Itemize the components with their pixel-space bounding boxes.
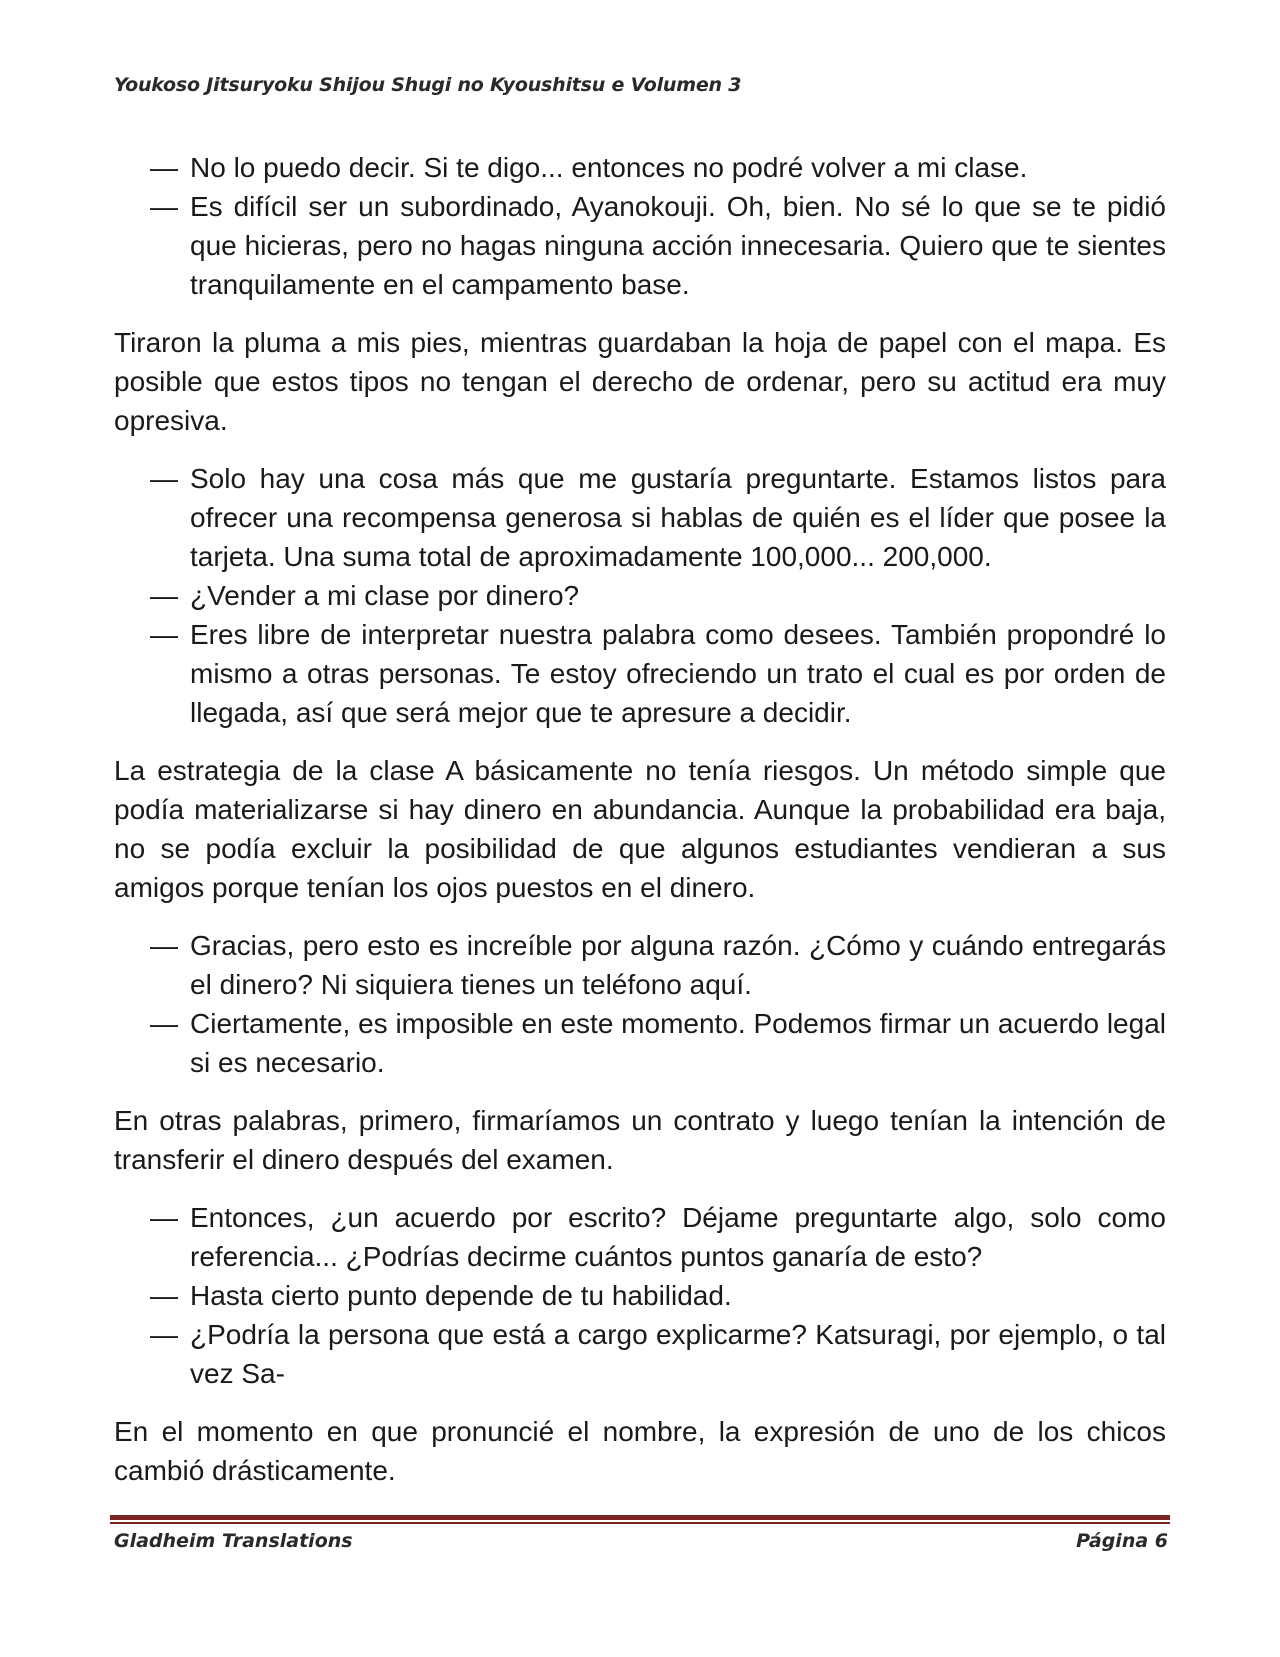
dialog-block-4 bbox=[114, 1198, 1166, 1393]
dialog-line bbox=[114, 187, 1166, 304]
narrative-paragraph: La estrategia de la clase A básicamente no tenía riesgos. Un método simple que podía materializarse si hay dinero en abundancia. Aunque la probabilidad era baja, no se podía excluir la posibilidad de que algunos estudiantes vendieran a sus amigos porque tenían los ojos puestos en el dinero. bbox=[114, 755, 1166, 903]
page-body bbox=[114, 148, 1166, 1509]
narrative-paragraph: Tiraron la pluma a mis pies, mientras guardaban la hoja de papel con el mapa. Es posible que estos tipos no tengan el derecho de ordenar, pero su actitud era muy opresiva. bbox=[114, 327, 1166, 436]
dialog-line bbox=[114, 1198, 1166, 1276]
dialog-line bbox=[114, 615, 1166, 732]
em-dash: — bbox=[150, 619, 178, 650]
footer-rule-thick bbox=[110, 1515, 1170, 1520]
em-dash: — bbox=[150, 580, 178, 611]
dialog-line bbox=[114, 576, 1166, 615]
footer-divider bbox=[110, 1515, 1170, 1524]
em-dash: — bbox=[150, 152, 178, 183]
dialog-block-3 bbox=[114, 926, 1166, 1082]
running-header: Youkoso Jitsuryoku Shijou Shugi no Kyoushitsu e Volumen 3 bbox=[114, 74, 742, 96]
em-dash: — bbox=[150, 1202, 178, 1233]
dialog-block-2 bbox=[114, 459, 1166, 732]
em-dash: — bbox=[150, 191, 178, 222]
dialog-text: Entonces, ¿un acuerdo por escrito? Déjame preguntarte algo, solo como referencia... ¿Podrías decirme cuántos puntos ganaría de esto? bbox=[190, 1202, 1166, 1272]
dialog-line bbox=[114, 1315, 1166, 1393]
dialog-text: ¿Vender a mi clase por dinero? bbox=[190, 580, 580, 611]
dialog-line bbox=[114, 1276, 1166, 1315]
narrative-paragraph: En el momento en que pronuncié el nombre, la expresión de uno de los chicos cambió drásticamente. bbox=[114, 1416, 1166, 1486]
dialog-text: Ciertamente, es imposible en este momento. Podemos firmar un acuerdo legal si es necesario. bbox=[190, 1008, 1166, 1078]
dialog-text: Solo hay una cosa más que me gustaría preguntarte. Estamos listos para ofrecer una recompensa generosa si hablas de quién es el líder que posee la tarjeta. Una suma total de aproximadamente 100,000... 200,000. bbox=[190, 463, 1166, 572]
dialog-line bbox=[114, 1004, 1166, 1082]
dialog-line bbox=[114, 148, 1166, 187]
dialog-text: No lo puedo decir. Si te digo... entonces no podré volver a mi clase. bbox=[190, 152, 1028, 183]
em-dash: — bbox=[150, 1319, 178, 1350]
dialog-text: Gracias, pero esto es increíble por alguna razón. ¿Cómo y cuándo entregarás el dinero? Ni siquiera tienes un teléfono aquí. bbox=[190, 930, 1166, 1000]
dialog-block-1 bbox=[114, 148, 1166, 304]
footer-rule-thin bbox=[110, 1522, 1170, 1524]
footer-publisher: Gladheim Translations bbox=[114, 1530, 353, 1552]
dialog-text: Hasta cierto punto depende de tu habilidad. bbox=[190, 1280, 732, 1311]
dialog-line bbox=[114, 926, 1166, 1004]
dialog-line bbox=[114, 459, 1166, 576]
em-dash: — bbox=[150, 1008, 178, 1039]
dialog-text: ¿Podría la persona que está a cargo explicarme? Katsuragi, por ejemplo, o tal vez Sa- bbox=[190, 1319, 1166, 1389]
em-dash: — bbox=[150, 930, 178, 961]
em-dash: — bbox=[150, 463, 178, 494]
dialog-text: Es difícil ser un subordinado, Ayanokouji. Oh, bien. No sé lo que se te pidió que hicieras, pero no hagas ninguna acción innecesaria. Quiero que te sientes tranquilamente en el campamento base. bbox=[190, 191, 1166, 300]
narrative-paragraph: En otras palabras, primero, firmaríamos un contrato y luego tenían la intención de transferir el dinero después del examen. bbox=[114, 1105, 1166, 1175]
em-dash: — bbox=[150, 1280, 178, 1311]
dialog-text: Eres libre de interpretar nuestra palabra como desees. También propondré lo mismo a otras personas. Te estoy ofreciendo un trato el cual es por orden de llegada, así que será mejor que te apresure a decidir. bbox=[190, 619, 1166, 728]
footer-page-number: Página 6 bbox=[1076, 1530, 1168, 1552]
